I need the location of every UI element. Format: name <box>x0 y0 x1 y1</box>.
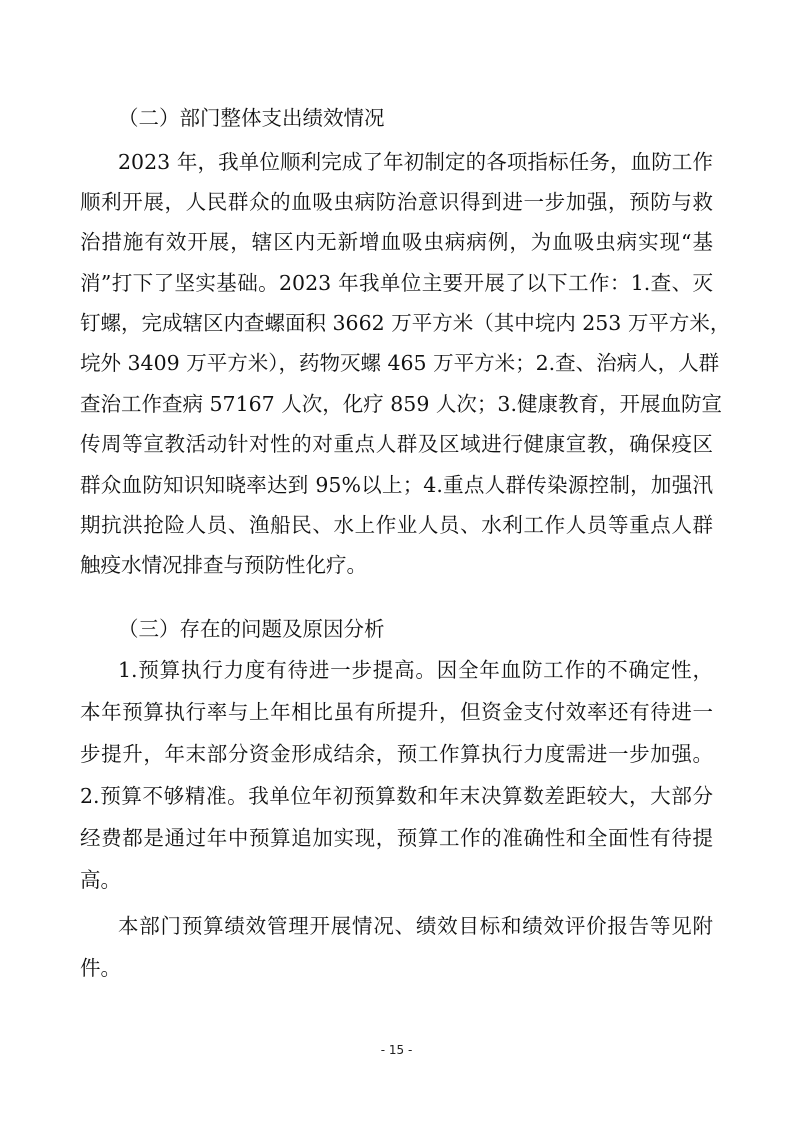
paragraph-line: 高。 <box>80 868 121 892</box>
paragraph-line: 本年预算执行率与上年相比虽有所提升，但资金支付效率还有待进一 <box>80 700 713 724</box>
paragraph-line: 2023 年，我单位顺利完成了年初制定的各项指标任务，血防工作 <box>118 150 713 174</box>
page-number: - 15 - <box>380 1043 413 1057</box>
section-heading-issues: （三）存在的问题及原因分析 <box>118 617 385 641</box>
paragraph-line: 群众血防知识知晓率达到 95%以上；4.重点人群传染源控制，加强汛 <box>80 473 713 497</box>
paragraph-line: 消”打下了坚实基础。2023 年我单位主要开展了以下工作：1.查、灭 <box>80 271 713 295</box>
paragraph-line: 1.预算执行力度有待进一步提高。因全年血防工作的不确定性， <box>118 658 713 682</box>
paragraph-line: 经费都是通过年中预算追加实现，预算工作的准确性和全面性有待提 <box>80 826 713 850</box>
closing-line: 件。 <box>80 956 121 980</box>
paragraph-line: 垸外 3409 万平方米），药物灭螺 465 万平方米；2.查、治病人，人群 <box>80 351 720 375</box>
paragraph-line: 步提升，年末部分资金形成结余，预工作算执行力度需进一步加强。 <box>80 742 713 766</box>
paragraph-line: 查治工作查病 57167 人次，化疗 859 人次；3.健康教育，开展血防宣 <box>80 392 722 416</box>
closing-line: 本部门预算绩效管理开展情况、绩效目标和绩效评价报告等见附 <box>118 914 713 938</box>
section-heading-performance: （二）部门整体支出绩效情况 <box>118 106 385 130</box>
paragraph-line: 治措施有效开展，辖区内无新增血吸虫病病例，为血吸虫病实现“基 <box>80 230 713 254</box>
paragraph-line: 触疫水情况排查与预防性化疗。 <box>80 553 367 577</box>
paragraph-line: 2.预算不够精准。我单位年初预算数和年末决算数差距较大，大部分 <box>80 784 713 808</box>
paragraph-line: 期抗洪抢险人员、渔船民、水上作业人员、水利工作人员等重点人群 <box>80 513 713 537</box>
paragraph-line: 顺利开展，人民群众的血吸虫病防治意识得到进一步加强，预防与救 <box>80 190 713 214</box>
paragraph-line: 钉螺，完成辖区内查螺面积 3662 万平方米（其中垸内 253 万平方米， <box>80 311 731 335</box>
paragraph-line: 传周等宣教活动针对性的对重点人群及区域进行健康宣教，确保疫区 <box>80 432 713 456</box>
